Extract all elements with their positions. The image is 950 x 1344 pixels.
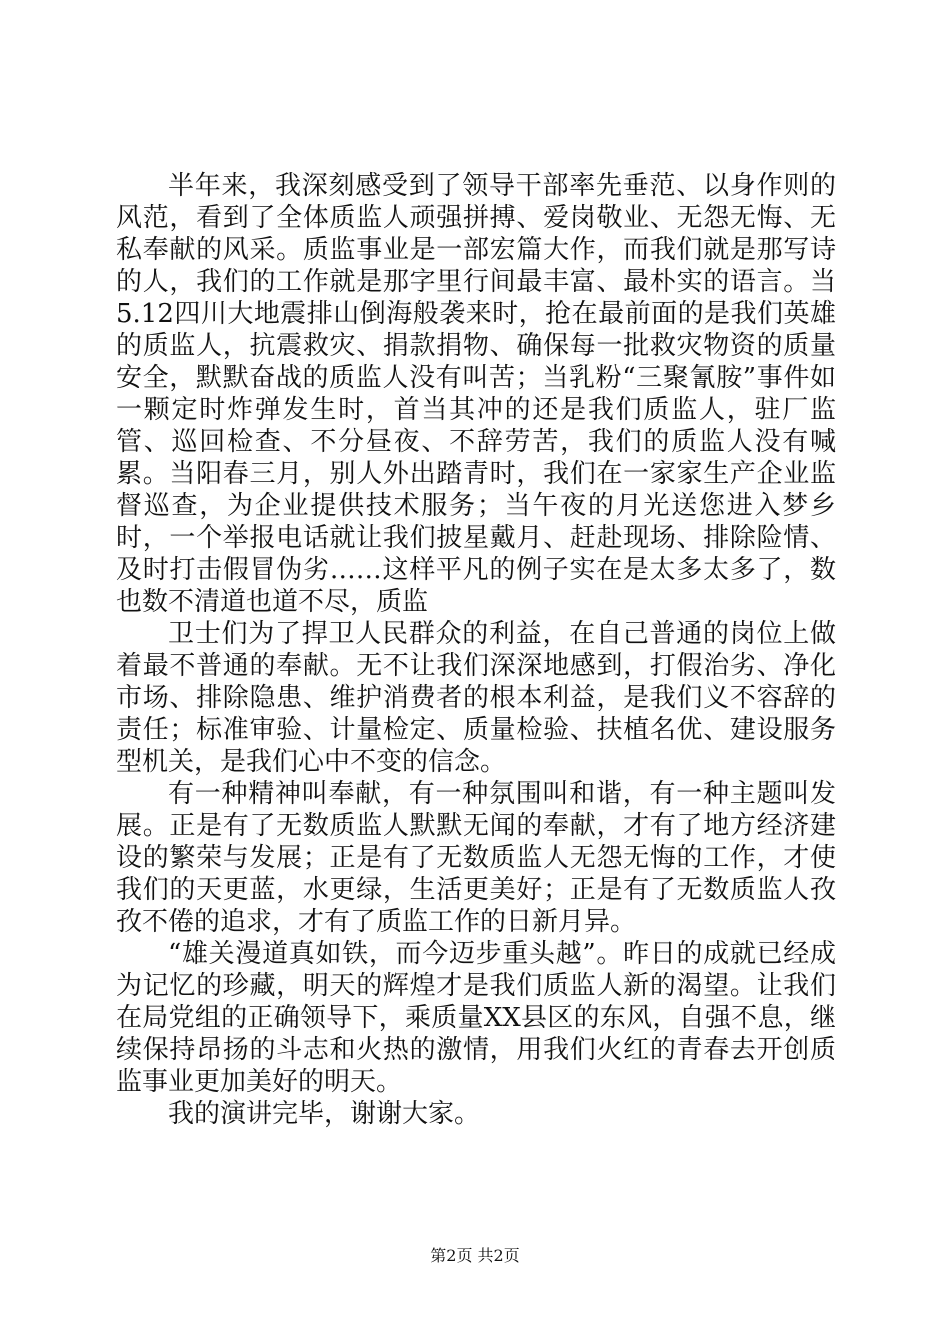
paragraph-2: 卫士们为了捍卫人民群众的利益，在自己普通的岗位上做着最不普通的奉献。无不让我们深深地感到，打假治劣、净化市场、排除隐患、维护消费者的根本利益，是我们义不容辞的责任；标准审验、计量检定、质量检验、扶植名优、建设服务型机关，是我们心中不变的信念。	[116, 619, 836, 777]
paragraph-5: 我的演讲完毕，谢谢大家。	[168, 1099, 481, 1129]
paragraph-1: 半年来，我深刻感受到了领导干部率先垂范、以身作则的风范，看到了全体质监人顽强拼搏、爱岗敬业、无怨无悔、无私奉献的风采。质监事业是一部宏篇大作，而我们就是那写诗的人，我们的工作就是那字里行间最丰富、最朴实的语言。当5.12四川大地震排山倒海般袭来时，抢在最前面的是我们英雄的质监人，抗震救灾、捐款捐物、确保每一批救灾物资的质量安全，默默奋战的质监人没有叫苦；当乳粉“三聚氰胺”事件如一颗定时炸弹发生时，首当其冲的还是我们质监人，驻厂监管、巡回检查、不分昼夜、不辞劳苦，我们的质监人没有喊累。当阳春三月，别人外出踏青时，我们在一家家生产企业监督巡查，为企业提供技术服务；当午夜的月光送您进入梦乡时，一个举报电话就让我们披星戴月、赶赴现场、排除险情、及时打击假冒伪劣……这样平凡的例子实在是太多太多了，数也数不清道也道不尽，质监	[116, 171, 836, 617]
paragraph-3: 有一种精神叫奉献，有一种氛围叫和谐，有一种主题叫发展。正是有了无数质监人默默无闻的奉献，才有了地方经济建设的繁荣与发展；正是有了无数质监人无怨无悔的工作，才使我们的天更蓝，水更绿，生活更美好；正是有了无数质监人孜孜不倦的追求，才有了质监工作的日新月异。	[116, 779, 836, 937]
paragraph-4: “雄关漫道真如铁，而今迈步重头越”。昨日的成就已经成为记忆的珍藏，明天的辉煌才是我们质监人新的渴望。让我们在局党组的正确领导下，乘质量XX县区的东风，自强不息，继续保持昂扬的斗志和火热的激情，用我们火红的青春去开创质监事业更加美好的明天。	[116, 939, 836, 1097]
page-number-footer: 第2页 共2页	[430, 1246, 520, 1265]
document-body	[116, 170, 836, 1130]
